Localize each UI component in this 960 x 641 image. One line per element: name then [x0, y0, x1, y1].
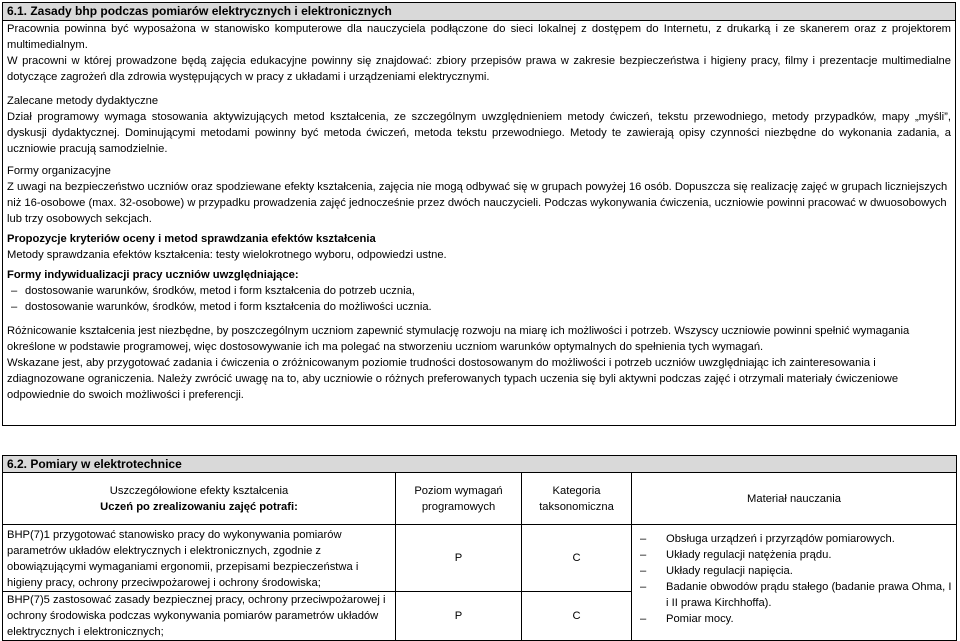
list-item: – Badanie obwodów prądu stałego (badanie prawa Ohma, I i II prawa Kirchhoffa). — [636, 579, 952, 611]
forms-paragraph: Z uwagi na bezpieczeństwo uczniów oraz spodziewane efekty kształcenia, zajęcia nie mogą odbywać się w grupach powyżej 16 osób. Dopuszcza się realizację zajęć w grupach liczniejszych niż 16-osobowe (max. 32-osobowe) w przypadku prowadzenia zajęć jednocześnie przez dwóch nauczycieli. Podczas wykonywania ćwiczenia, uczniowie powinni pracować w dwuosobowych lub trzy osobowych sekcjach. — [7, 181, 948, 225]
effect-cell: BHP(7)1 przygotować stanowisko pracy do wykonywania pomiarów parametrów układów elektrycznych i elektronicznych, zgodnie z obowiązującymi wymaganiami ergonomii, przepisami bezpieczeństwa i higieny pracy, ochrony przeciwpożarowej i ochrony środowiska; — [3, 525, 396, 592]
individualization-list — [3, 283, 955, 315]
materials-paragraph: W pracowni w której prowadzone będą zajęcia edukacyjne powinny się znajdować: zbiory przepisów prawa w zakresie bezpieczeństwa i higieny pracy, filmy i prezentacje multimedialne dotyczące zagrożeń dla zdrowia występujących w pracy z układami i urządzeniami elektrycznymi. — [7, 55, 951, 83]
table-row — [3, 525, 957, 592]
criteria-heading: Propozycje kryteriów oceny i metod sprawdzania efektów kształcenia — [7, 233, 376, 245]
list-item: – Układy regulacji napięcia. — [636, 563, 952, 579]
methods-heading: Zalecane metody dydaktyczne — [7, 95, 159, 107]
forms-heading: Formy organizacyjne — [7, 165, 111, 177]
category-cell: C — [522, 525, 632, 592]
effect-cell: BHP(7)5 zastosować zasady bezpiecznej pracy, ochrony przeciwpożarowej i ochrony środowiska podczas wykonywania pomiarów parametrów układów elektrycznych i elektronicznych; — [3, 592, 396, 641]
differentiation-paragraph: Różnicowanie kształcenia jest niezbędne, by poszczególnym uczniom zapewnić stymulację rozwoju na miarę ich możliwości i potrzeb. Wszyscy uczniowie powinni spełnić wymagania określone w podstawie programowej, więc dostosowywanie ich ma polegać na stworzeniu uczniom warunków optymalnych do spełnienia tych wymagań. — [7, 325, 910, 353]
effects-header-line2: Uczeń po zrealizowaniu zajęć potrafi: — [100, 500, 298, 513]
effects-column-header — [3, 473, 396, 525]
level-cell: P — [396, 592, 522, 641]
list-item: – Obsługa urządzeń i przyrządów pomiarowych. — [636, 531, 952, 547]
material-cell — [632, 525, 957, 641]
differentiation-paragraph-2: Wskazane jest, aby przygotować zadania i ćwiczenia o zróżnicowanym poziomie trudności dostosowanym do możliwości i potrzeb uczniów uwzględniając ich zainteresowania i zdiagnozowane ograniczenia. Należy zwrócić uwagę na to, aby uczniowie o różnych preferowanych typach uczenia się byli aktywni podczas zajęć i otrzymali materiały ćwiczeniowe odpowiednie do swoich możliwości i preferencji. — [7, 357, 899, 401]
criteria-paragraph: Metody sprawdzania efektów kształcenia: testy wielokrotnego wyboru, odpowiedzi ustne. — [7, 249, 447, 261]
list-item: – Układy regulacji natężenia prądu. — [636, 547, 952, 563]
category-column-header: Kategoria taksonomiczna — [522, 473, 632, 525]
level-cell: P — [396, 525, 522, 592]
list-item: – Pomiar mocy. — [636, 611, 952, 627]
equipment-paragraph: Pracownia powinna być wyposażona w stanowisko komputerowe dla nauczyciela podłączone do sieci lokalnej z dostępem do Internetu, z drukarką i ze skanerem oraz z projektorem multimedialnym. — [7, 23, 951, 51]
list-item: – dostosowanie warunków, środków, metod i form kształcenia do możliwości ucznia. — [7, 299, 951, 315]
list-item: – dostosowanie warunków, środków, metod i form kształcenia do potrzeb ucznia, — [7, 283, 951, 299]
material-list — [636, 531, 952, 627]
level-column-header: Poziom wymagań programowych — [396, 473, 522, 525]
section-6-1-title: 6.1. Zasady bhp podczas pomiarów elektrycznych i elektronicznych — [3, 3, 955, 21]
effects-header-line1: Uszczegółowione efekty kształcenia — [109, 484, 289, 497]
material-column-header: Materiał nauczania — [632, 473, 957, 525]
section-6-1 — [2, 2, 956, 426]
category-cell: C — [522, 592, 632, 641]
section-6-2-table — [2, 455, 957, 641]
individualization-heading: Formy indywidualizacji pracy uczniów uwzględniające: — [7, 269, 299, 281]
methods-paragraph: Dział programowy wymaga stosowania aktywizujących metod kształcenia, ze szczególnym uwzględnieniem metody ćwiczeń, tekstu przewodniego, metody przypadków, mapy „myśli”, dyskusji dydaktycznej. Dominującymi metodami powinny być metoda ćwiczeń, metoda tekstu przewodniego. Metody te zawierają opisy czynności niezbędne do wykonania zadania, a uczniowie pracują samodzielnie. — [7, 111, 951, 155]
section-6-2-title: 6.2. Pomiary w elektrotechnice — [3, 456, 957, 473]
